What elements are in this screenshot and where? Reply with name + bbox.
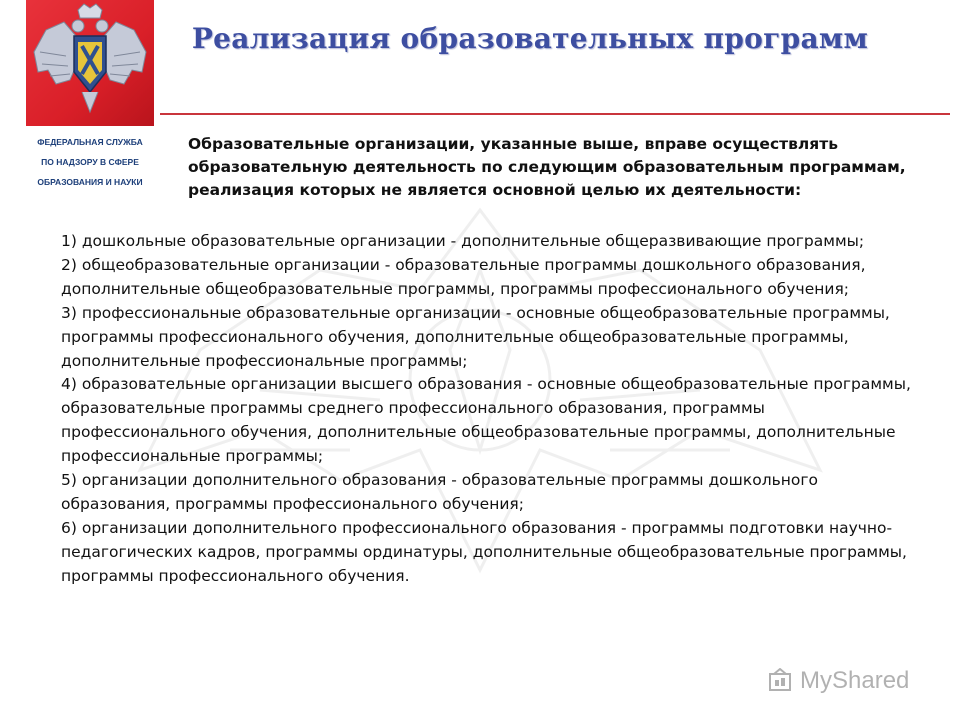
logo xyxy=(26,0,154,126)
eagle-emblem-icon xyxy=(26,0,154,126)
program-list xyxy=(61,230,931,589)
myshared-watermark xyxy=(768,664,938,698)
list-item: 1) дошкольные образовательные организации - дополнительные общеразвивающие программы; xyxy=(61,232,865,250)
org-name-line: ОБРАЗОВАНИЯ И НАУКИ xyxy=(37,177,143,187)
title-divider xyxy=(160,113,950,115)
list-item: 4) образовательные организации высшего образования - основные общеобразовательные программы, образовательные программы среднего профессионального образования, программы профессионального обучения, дополнительные общеобразовательные программы, дополнительные профессиональные программы; xyxy=(61,375,911,466)
watermark-text: MyShared xyxy=(800,667,910,694)
list-item: 3) профессиональные образовательные организации - основные общеобразовательные программы, программы профессионального обучения, дополнительные общеобразовательные программы, дополнительные профессиональные программы; xyxy=(61,303,890,370)
org-name-line: ФЕДЕРАЛЬНАЯ СЛУЖБА xyxy=(37,137,143,147)
list-item: 5) организации дополнительного образования - образовательные программы дошкольного образования, программы профессионального обучения; xyxy=(61,471,818,513)
list-item: 2) общеобразовательные организации - образовательные программы дошкольного образования, дополнительные общеобразовательные программы, программы профессионального обучения; xyxy=(61,255,866,298)
myshared-logo-icon xyxy=(768,668,794,694)
org-name-line: ПО НАДЗОРУ В СФЕРЕ xyxy=(41,157,139,167)
list-item: 6) организации дополнительного профессионального образования - программы подготовки научно-педагогических кадров, программы ординатуры, дополнительные общеобразовательные программы, программы профессионального обучения. xyxy=(61,518,907,585)
organization-name xyxy=(26,132,154,192)
page-title: Реализация образовательных программ xyxy=(191,22,869,55)
intro-paragraph: Образовательные организации, указанные выше, вправе осуществлять образовательную деятельность по следующим образовательным программам, реализация которых не является основной целью их деятельности: xyxy=(188,135,906,199)
